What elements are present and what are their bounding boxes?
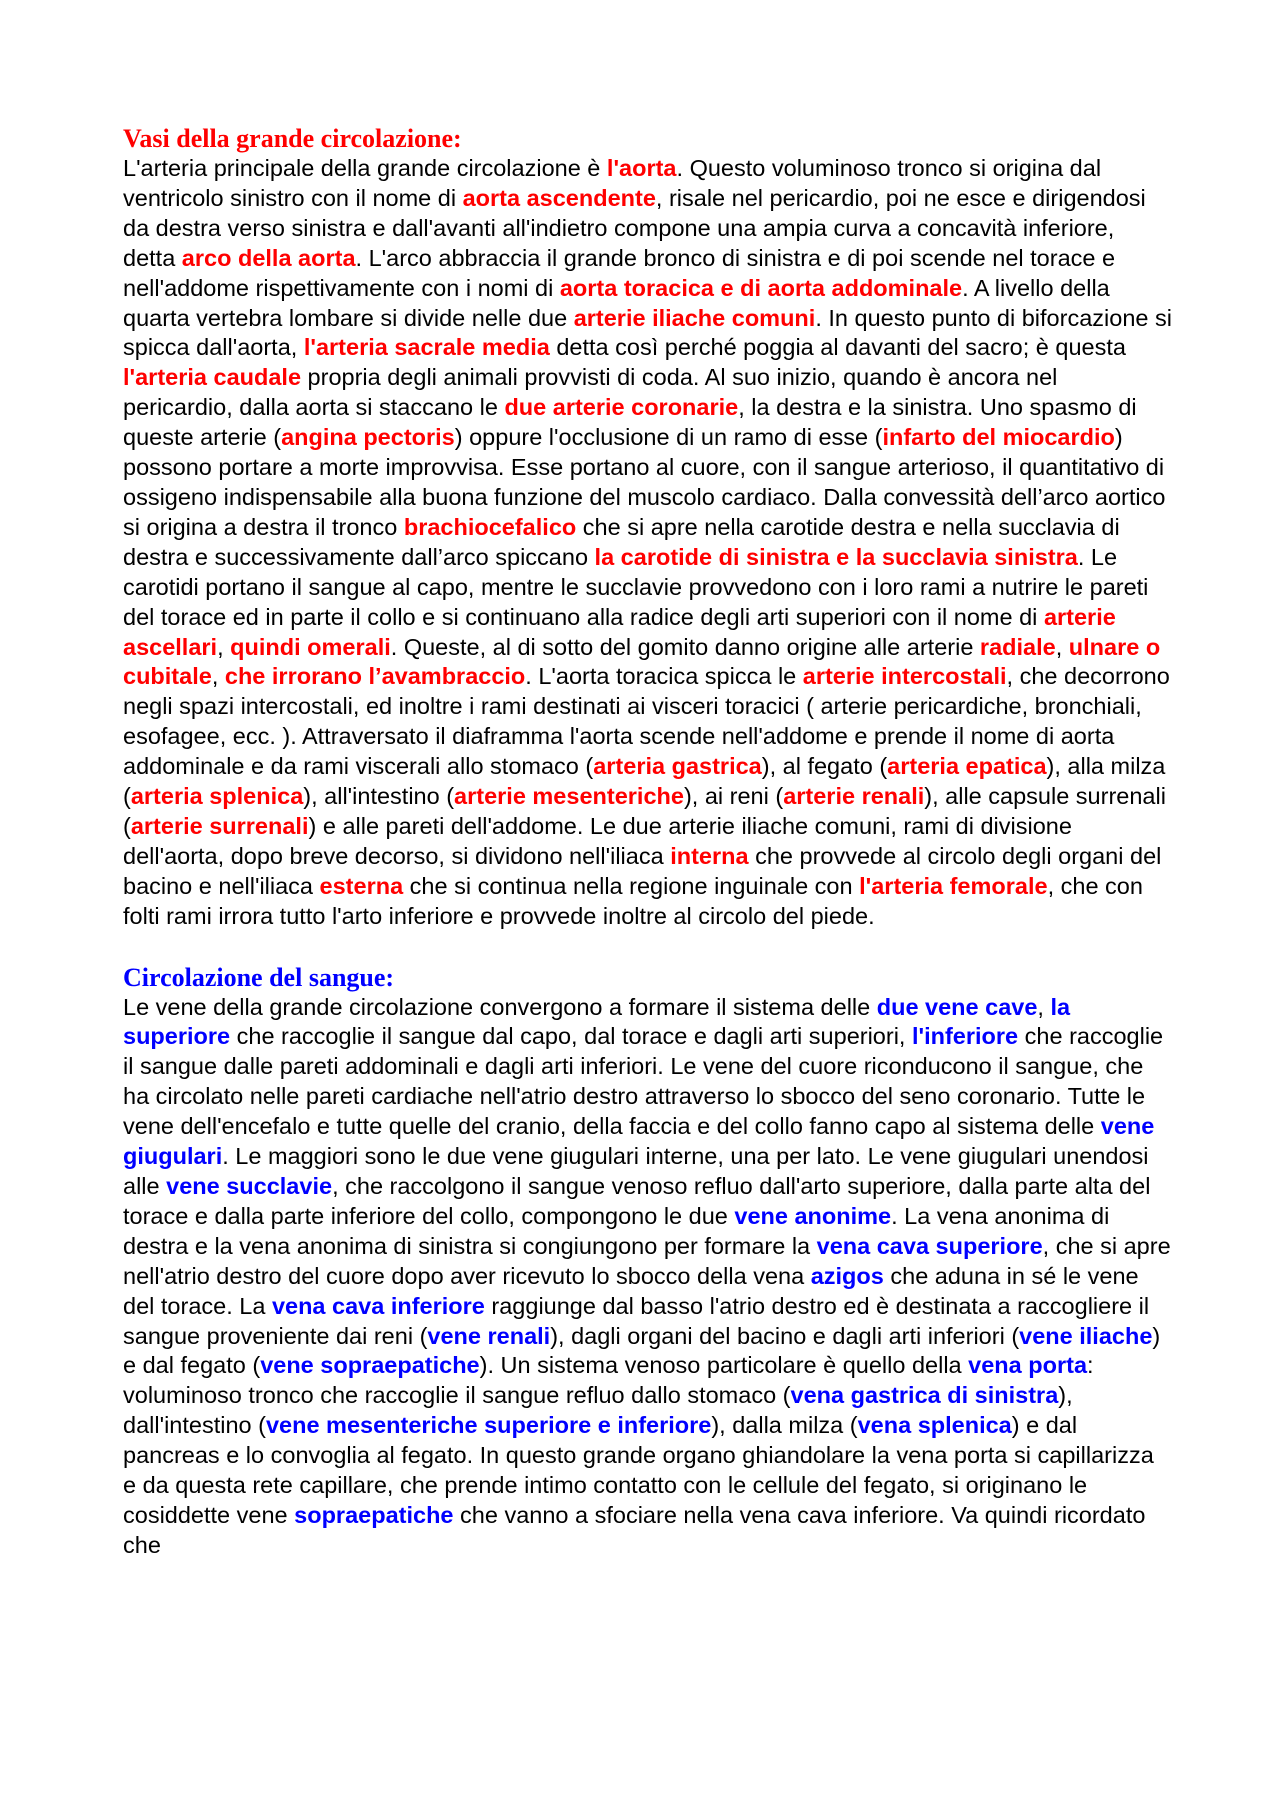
highlighted-term: arterie iliache comuni (573, 304, 816, 331)
text-run: ), al fegato ( (761, 753, 888, 780)
highlighted-term: vene giugulari (123, 1113, 1155, 1170)
text-run: raggiunge dal basso l'atrio destro ed è destinata a raccogliere il sangue proveniente dai reni ( (123, 1292, 1150, 1349)
highlighted-term: due arterie coronarie (504, 394, 739, 421)
highlighted-term: arterie ascellari (123, 603, 1116, 660)
highlighted-term: azigos (810, 1262, 884, 1289)
text-run: , risale nel pericardio, poi ne esce e dirigendosi da destra verso sinistra e dall'avanti all'indietro compone una ampia curva a concavità inferiore, detta (123, 184, 1146, 271)
paragraph-arterial-vessels (123, 154, 1173, 932)
text-run: , (211, 663, 225, 690)
highlighted-term: vene sopraepatiche (260, 1352, 480, 1379)
section-heading-arterial: Vasi della grande circolazione: (123, 124, 462, 153)
text-run: ), dagli organi del bacino e dagli arti inferiori ( (550, 1322, 1020, 1349)
highlighted-term: arco della aorta (181, 244, 356, 271)
text-run: , (1055, 633, 1069, 660)
highlighted-term: vene succlavie (166, 1173, 333, 1199)
highlighted-term: la carotide di sinistra e la succlavia sinistra (594, 543, 1078, 570)
highlighted-term: aorta ascendente (462, 184, 656, 211)
highlighted-term: arterie renali (783, 783, 925, 810)
highlighted-term: arterie mesenteriche (454, 783, 684, 810)
text-run: , che si apre nell'atrio destro del cuore dopo aver ricevuto lo sbocco della vena (123, 1232, 1171, 1289)
highlighted-term: quindi omerali (230, 633, 391, 660)
section-heading-venous: Circolazione del sangue: (123, 962, 395, 992)
text-run: che si apre nella carotide destra e nella succlavia di destra e successivamente dall’arco spiccano (123, 513, 1120, 570)
highlighted-term: sopraepatiche (294, 1501, 454, 1528)
highlighted-term: angina pectoris (281, 424, 455, 451)
text-run: che provvede al circolo degli organi del bacino e nell'iliaca (123, 842, 1162, 899)
highlighted-term: vene anonime (734, 1202, 892, 1229)
text-run: ) e alle pareti dell'addome. Le due arterie iliache comuni, rami di divisione dell'aorta, dopo breve decorso, si dividono nell'iliaca (123, 812, 1072, 869)
highlighted-term: vene renali (427, 1322, 551, 1349)
text-run: Le vene della grande circolazione convergono a formare il sistema delle (123, 993, 877, 1020)
text-run: ) possono portare a morte improvvisa. Esse portano al cuore, con il sangue arterioso, il quantitativo di ossigeno indispensabile alla buona funzione del muscolo cardiaco. Dalla convessità dell’arco aortico si origina a destra il tronco (123, 424, 1166, 540)
highlighted-term: vena porta (968, 1352, 1088, 1379)
text-run: . Le carotidi portano il sangue al capo, mentre le succlavie provvedono con i loro rami a nutrire le pareti del torace ed in parte il collo e si continuano alla radice degli arti superiori con il nome di (123, 543, 1149, 630)
highlighted-term: vena splenica (857, 1412, 1012, 1439)
highlighted-term: brachiocefalico (403, 513, 577, 540)
text-run: . Le maggiori sono le due vene giugulari interne, una per lato. Le vene giugulari unendosi alle (123, 1143, 1149, 1199)
text-run: propria degli animali provvisti di coda. Al suo inizio, quando è ancora nel pericardio, dalla aorta si staccano le (123, 364, 1058, 421)
highlighted-term: arteria gastrica (593, 753, 762, 780)
text-run: . Questo voluminoso tronco si origina dal ventricolo sinistro con il nome di (123, 155, 1102, 211)
highlighted-term: vene mesenteriche superiore e inferiore (265, 1412, 712, 1439)
text-run: , la destra e la sinistra. Uno spasmo di queste arterie ( (123, 394, 1137, 451)
text-run: ). Un sistema venoso particolare è quello della (479, 1352, 969, 1379)
text-run: ), dalla milza ( (711, 1412, 858, 1439)
text-run: . Queste, al di sotto del gomito danno origine alle arterie (390, 633, 980, 660)
highlighted-term: arterie surrenali (130, 812, 309, 839)
text-run: ) e dal fegato ( (123, 1322, 1161, 1379)
highlighted-term: due vene cave (876, 993, 1038, 1020)
highlighted-term: ulnare o cubitale (123, 633, 1161, 690)
highlighted-term: l'arteria femorale (859, 872, 1048, 899)
paragraph-venous-circulation (123, 993, 1173, 1561)
highlighted-term: che irrorano l’avambraccio (224, 663, 526, 690)
highlighted-term: arteria epatica (887, 753, 1047, 780)
highlighted-term: l'arteria sacrale media (303, 334, 550, 361)
text-run: ) oppure l'occlusione di un ramo di esse ( (454, 424, 883, 451)
text-run: . In questo punto di biforcazione si spicca dall'aorta, (123, 304, 1172, 361)
text-run: . L'aorta toracica spicca le (525, 663, 803, 690)
text-run: che raccoglie il sangue dal capo, dal torace e dagli arti superiori, (230, 1023, 912, 1050)
text-run: , che raccolgono il sangue venoso refluo dall'arto superiore, dalla parte alta del torace e dalla parte inferiore del collo, compongono le due (123, 1173, 1151, 1229)
highlighted-term: radiale (979, 633, 1056, 660)
text-run: detta così perché poggia al davanti del sacro; è questa (549, 334, 1126, 361)
highlighted-term: aorta toracica e di aorta addominale (559, 274, 963, 301)
text-run: ), alle capsule surrenali ( (123, 783, 1166, 839)
highlighted-term: arteria splenica (130, 783, 304, 810)
highlighted-term: vena cava inferiore (271, 1292, 485, 1319)
text-run: ), dall'intestino ( (123, 1382, 1073, 1439)
text-run: L'arteria principale della grande circolazione è (123, 155, 607, 181)
document-page (123, 124, 1173, 1561)
text-run: che raccoglie il sangue dalle pareti addominali e dagli arti inferiori. Le vene del cuore riconducono il sangue, che ha circolato nelle pareti cardiache nell'atrio destro attraverso lo sbocco del seno coronario. Tutte le vene dell'encefalo e tutte quelle del cranio, della faccia e del collo fanno capo al sistema delle (123, 1023, 1164, 1140)
highlighted-term: l'aorta (606, 155, 677, 181)
section-spacer (123, 932, 1173, 963)
text-run: . L'arco abbraccia il grande bronco di sinistra e di poi scende nel torace e nell'addome rispettivamente con i nomi di (123, 244, 1116, 301)
highlighted-term: esterna (319, 872, 404, 899)
text-run: ), all'intestino ( (303, 783, 455, 810)
text-run: , (217, 633, 231, 660)
text-run: , che decorrono negli spazi intercostali, ed inoltre i rami destinati ai visceri toracici ( arterie pericardiche, bronchiali, esofagee, ecc. ). Attraversato il diaframma l'aorta scende nell'addome e prende il nome di aorta addominale e da rami viscerali allo stomaco ( (123, 663, 1170, 780)
highlighted-term: l'inferiore (911, 1023, 1019, 1050)
highlighted-term: la superiore (123, 993, 1071, 1050)
highlighted-term: interna (670, 842, 749, 869)
text-run: che aduna in sé le vene del torace. La (123, 1262, 1139, 1319)
text-run: ), alla milza ( (123, 753, 1166, 810)
text-run: , (1037, 993, 1051, 1020)
text-run: che vanno a sfociare nella vena cava inferiore. Va quindi ricordato che (123, 1501, 1146, 1558)
highlighted-term: arterie intercostali (802, 663, 1007, 690)
text-run: ) e dal pancreas e lo convoglia al fegato. In questo grande organo ghiandolare la vena porta si capillarizza e da questa rete capillare, che prende intimo contatto con le cellule del fegato, si originano le cosiddette vene (123, 1412, 1154, 1528)
highlighted-term: vena gastrica di sinistra (790, 1382, 1059, 1409)
highlighted-term: infarto del miocardio (882, 424, 1115, 451)
text-run: . La vena anonima di destra e la vena anonima di sinistra si congiungono per formare la (123, 1202, 1110, 1259)
text-run: ), ai reni ( (683, 783, 784, 810)
text-run: . A livello della quarta vertebra lombare si divide nelle due (123, 274, 1110, 331)
text-run: : voluminoso tronco che raccoglie il sangue refluo dallo stomaco ( (123, 1352, 1094, 1409)
highlighted-term: vene iliache (1019, 1322, 1153, 1349)
highlighted-term: vena cava superiore (816, 1232, 1043, 1259)
text-run: , che con folti rami irrora tutto l'arto inferiore e provvede inoltre al circolo del piede. (123, 872, 1143, 929)
highlighted-term: l'arteria caudale (123, 364, 302, 391)
text-run: che si continua nella regione inguinale con (403, 872, 860, 899)
